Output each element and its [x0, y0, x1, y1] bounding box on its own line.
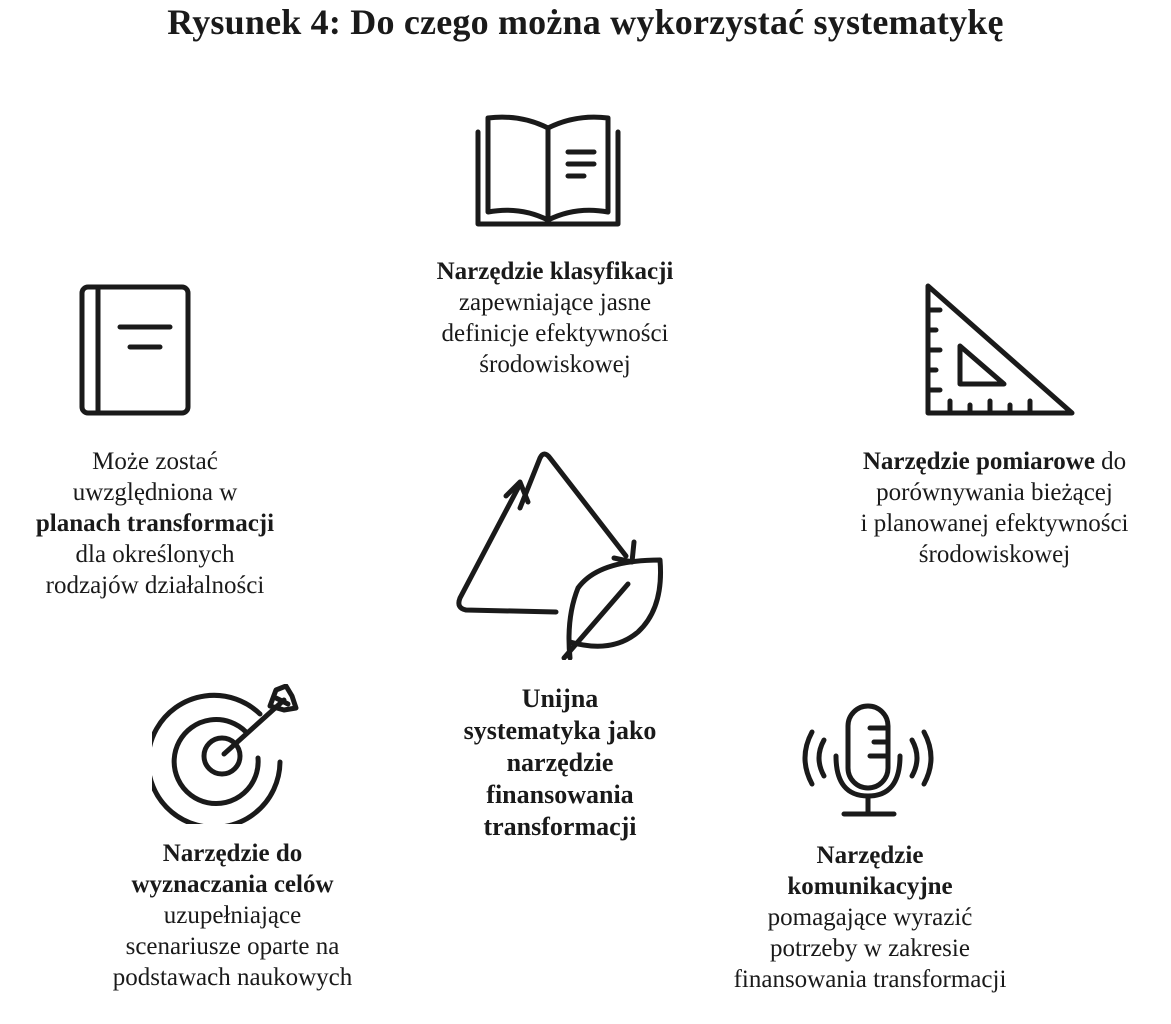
- targets-line-1: uzupełniające: [163, 902, 302, 929]
- microphone-icon: [800, 702, 940, 818]
- recycle-leaf-icon: [448, 448, 672, 660]
- classification-bold: Narzędzie klasyfikacji: [436, 258, 674, 285]
- classification-line-1: zapewniające jasne: [458, 289, 652, 316]
- targets-text: [60, 838, 405, 993]
- center-line-4: finansowania: [486, 780, 634, 809]
- targets-bold-1: Narzędzie do: [162, 840, 303, 867]
- plans-text: [0, 446, 310, 601]
- center-line-2: systematyka jako: [463, 716, 657, 745]
- communication-line-1: pomagające wyrazić: [767, 904, 973, 931]
- center-text: [410, 683, 710, 843]
- target-arrow-icon: [152, 684, 302, 824]
- classification-text: [350, 256, 760, 380]
- classification-line-2: definicje efektywności: [441, 320, 669, 347]
- targets-line-2: scenariusze oparte na: [125, 933, 340, 960]
- targets-line-3: podstawach naukowych: [112, 964, 353, 991]
- center-line-3: narzędzie: [506, 748, 614, 777]
- measurement-bold-suffix: do: [1094, 448, 1127, 475]
- plans-line-4: dla określonych: [75, 541, 235, 568]
- closed-book-icon: [78, 283, 194, 417]
- communication-line-2: potrzeby w zakresie: [770, 935, 970, 962]
- plans-line-5: rodzajów działalności: [45, 572, 265, 599]
- measurement-bold: Narzędzie pomiarowe: [862, 448, 1095, 475]
- communication-bold-1: Narzędzie: [816, 842, 924, 869]
- center-line-5: transformacji: [483, 812, 637, 841]
- figure-title: Rysunek 4: Do czego można wykorzystać systematykę: [167, 2, 1004, 42]
- targets-bold-2: wyznaczania celów: [131, 871, 334, 898]
- communication-bold-2: komunikacyjne: [787, 873, 953, 900]
- measurement-line-3: środowiskowej: [918, 541, 1071, 568]
- center-line-1: Unijna: [521, 684, 599, 713]
- plans-bold: planach transformacji: [35, 510, 275, 537]
- communication-text: [690, 840, 1050, 995]
- measurement-text: [818, 446, 1171, 570]
- plans-line-1: Może zostać: [92, 448, 218, 475]
- open-book-icon: [470, 112, 630, 232]
- measurement-line-2: i planowanej efektywności: [860, 510, 1129, 537]
- communication-line-3: finansowania transformacji: [733, 966, 1007, 993]
- measurement-line-1: porównywania bieżącej: [876, 479, 1113, 506]
- plans-line-2: uwzględniona w: [72, 479, 238, 506]
- classification-line-3: środowiskowej: [479, 351, 631, 378]
- set-square-icon: [920, 280, 1080, 420]
